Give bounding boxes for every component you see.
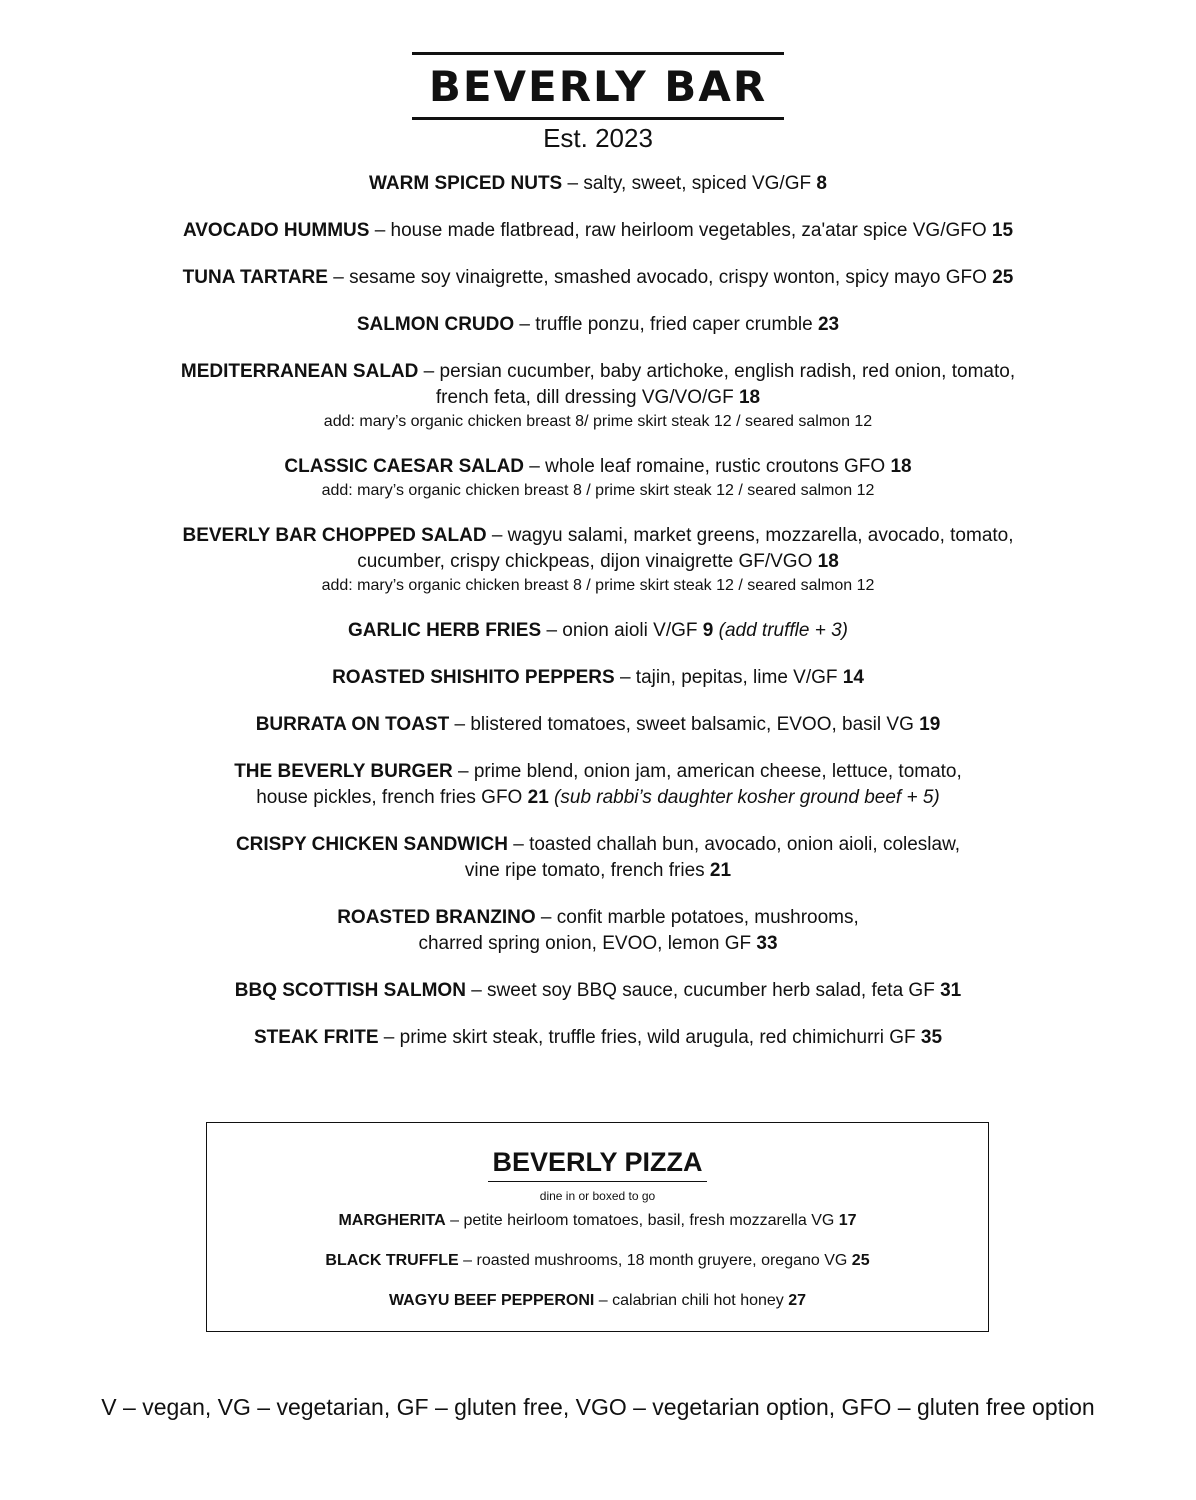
item-name: STEAK FRITE [253,1027,379,1048]
pizza-item [207,1290,988,1312]
item-name: BBQ SCOTTISH SALMON [234,980,466,1001]
item-description: – blistered tomatoes, sweet balsamic, EVOO, basil VG [449,714,920,735]
item-name: ROASTED SHISHITO PEPPERS [332,667,615,688]
item-price: 18 [890,456,912,477]
item-price: 25 [851,1252,870,1269]
item-note: (sub rabbi’s daughter kosher ground beef + 5) [548,787,940,808]
item-description: – roasted mushrooms, 18 month gruyere, oregano VG [458,1252,852,1269]
item-name: BLACK TRUFFLE [325,1252,459,1269]
item-name: THE BEVERLY BURGER [234,761,453,782]
item-price: 31 [940,980,962,1001]
item-price: 8 [816,173,827,194]
menu-item [0,712,1196,738]
item-note: (add truffle + 3) [713,620,848,641]
restaurant-name: BEVERLY BAR [428,62,768,111]
item-description-continued: charred spring onion, EVOO, lemon GF [418,933,757,954]
item-name: WARM SPICED NUTS [369,173,563,194]
item-description: – toasted challah bun, avocado, onion aioli, coleslaw, [507,834,961,855]
menu-item [0,312,1196,338]
item-name: BURRATA ON TOAST [255,714,450,735]
menu-item [0,832,1196,884]
menu-header [0,52,1196,154]
item-description-continued: cucumber, crispy chickpeas, dijon vinaigrette GF/VGO [357,551,818,572]
item-name: BEVERLY BAR CHOPPED SALAD [182,525,487,546]
item-description: – house made flatbread, raw heirloom vegetables, za'atar spice VG/GFO [369,220,992,241]
pizza-item [207,1250,988,1272]
established-date: Est. 2023 [543,123,653,153]
item-price: 18 [817,551,839,572]
item-description-continued: house pickles, french fries GFO [256,787,528,808]
item-description: – truffle ponzu, fried caper crumble [514,314,818,335]
item-description: – wagyu salami, market greens, mozzarella, avocado, tomato, [486,525,1014,546]
item-description: – prime blend, onion jam, american cheese, lettuce, tomato, [452,761,962,782]
pizza-section-subtitle: dine in or boxed to go [539,1189,656,1203]
item-description: – salty, sweet, spiced VG/GF [562,173,817,194]
item-description-continued: french feta, dill dressing VG/VO/GF [435,387,739,408]
menu-item [0,523,1196,597]
item-price: 14 [842,667,864,688]
item-price: 17 [838,1212,857,1229]
item-price: 25 [992,267,1014,288]
item-description: – calabrian chili hot honey [594,1292,789,1309]
item-name: GARLIC HERB FRIES [347,620,542,641]
item-price: 15 [991,220,1014,241]
item-price: 9 [702,620,714,641]
item-name: MEDITERRANEAN SALAD [180,361,419,382]
pizza-section-title: BEVERLY PIZZA [488,1145,706,1182]
item-addons: add: mary’s organic chicken breast 8 / prime skirt steak 12 / seared salmon 12 [321,577,875,594]
item-price: 27 [788,1292,807,1309]
item-name: CLASSIC CAESAR SALAD [284,456,525,477]
item-description: – sweet soy BBQ sauce, cucumber herb salad, feta GF [465,980,941,1001]
menu-item [0,265,1196,291]
menu-item [0,618,1196,644]
item-description: – confit marble potatoes, mushrooms, [535,907,859,928]
dietary-legend: V – vegan, VG – vegetarian, GF – gluten free, VGO – vegetarian option, GFO – gluten free option [101,1394,1095,1420]
menu-item [0,1025,1196,1051]
item-name: SALMON CRUDO [356,314,515,335]
menu-item [0,665,1196,691]
item-addons: add: mary’s organic chicken breast 8 / prime skirt steak 12 / seared salmon 12 [321,482,875,499]
item-price: 18 [738,387,761,408]
item-price: 19 [919,714,941,735]
item-price: 33 [756,933,778,954]
menu-item [0,978,1196,1004]
item-price: 21 [527,787,549,808]
item-name: WAGYU BEEF PEPPERONI [388,1292,595,1309]
menu-item [0,171,1196,197]
menu-item [0,359,1196,433]
item-price: 23 [817,314,840,335]
item-addons: add: mary’s organic chicken breast 8/ prime skirt steak 12 / seared salmon 12 [323,413,873,430]
item-name: ROASTED BRANZINO [337,907,536,928]
menu-item [0,905,1196,957]
item-price: 35 [920,1027,943,1048]
item-name: MARGHERITA [338,1212,446,1229]
menu-item [0,218,1196,244]
item-description: – tajin, pepitas, lime V/GF [614,667,843,688]
brand-frame [412,52,784,120]
item-description: – onion aioli V/GF [541,620,703,641]
menu-item [0,454,1196,502]
menu-item [0,759,1196,811]
item-description: – whole leaf romaine, rustic croutons GFO [524,456,891,477]
item-name: AVOCADO HUMMUS [182,220,370,241]
item-price: 21 [709,860,732,881]
item-name: TUNA TARTARE [182,267,328,288]
item-description: – petite heirloom tomatoes, basil, fresh mozzarella VG [445,1212,839,1229]
pizza-section [206,1122,989,1332]
pizza-item [207,1210,988,1232]
item-name: CRISPY CHICKEN SANDWICH [235,834,508,855]
item-description-continued: vine ripe tomato, french fries [464,860,710,881]
main-menu [0,171,1196,1072]
item-description: – sesame soy vinaigrette, smashed avocado, crispy wonton, spicy mayo GFO [327,267,993,288]
item-description: – prime skirt steak, truffle fries, wild arugula, red chimichurri GF [378,1027,921,1048]
item-description: – persian cucumber, baby artichoke, english radish, red onion, tomato, [418,361,1016,382]
